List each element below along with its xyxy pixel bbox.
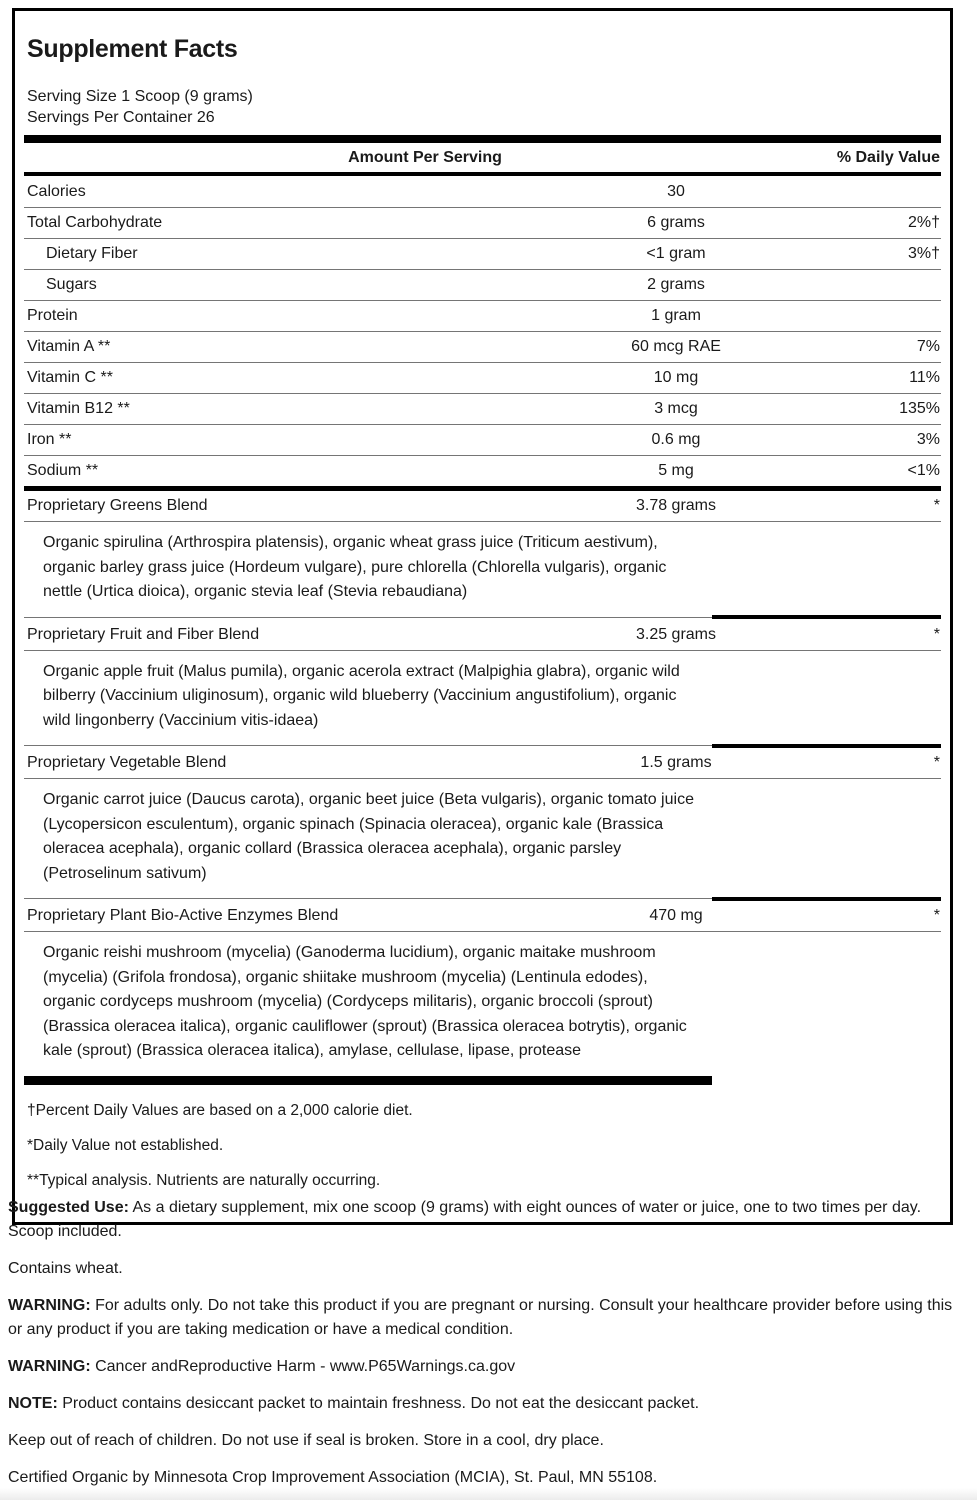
- blend-name: Proprietary Vegetable Blend: [27, 754, 227, 771]
- paragraph-lead: NOTE:: [8, 1395, 58, 1412]
- nutrient-name: Vitamin A **: [27, 338, 111, 355]
- blend-amount: 3.78 grams: [635, 497, 717, 514]
- nutrient-daily-value: 7%: [916, 338, 940, 355]
- nutrient-daily-value: <1%: [907, 462, 940, 479]
- nutrient-name: Iron **: [27, 431, 72, 448]
- blend-ingredients: Organic reishi mushroom (mycelia) (Ganoderma lucidium), organic maitake mushroom (mycelia) (Grifola frondosa), organic shiitake mushroom (mycelia) (Lentinula edodes), organic cordyceps mushroom (mycelia) (Cordyceps militaris), organic broccoli (sprout) (Brassica oleracea italica), organic cauliflower (sprout) (Brassica oleracea botrytis), organic kale (sprout) (Brassica oleracea italica), amylase, cellulase, lipase, protease: [43, 944, 687, 1059]
- divider-thick-segment: [712, 744, 941, 748]
- nutrient-row: [24, 331, 941, 362]
- blend-amount: 1.5 grams: [640, 754, 712, 771]
- nutrient-amount: 60 mcg RAE: [631, 338, 721, 355]
- nutrient-daily-value: 135%: [899, 400, 940, 417]
- divider-thick-segment: [712, 897, 941, 901]
- nutrient-name: Sodium **: [27, 462, 99, 479]
- paragraph-lead: Suggested Use:: [8, 1199, 129, 1216]
- nutrient-name: Dietary Fiber: [46, 245, 138, 262]
- nutrient-amount: 5 mg: [658, 462, 694, 479]
- blend-daily-value: *: [933, 907, 940, 924]
- nutrient-daily-value: 11%: [909, 369, 940, 386]
- nutrient-row: [24, 455, 941, 486]
- blend-row: [24, 901, 941, 932]
- supplement-facts-panel: [12, 8, 953, 1225]
- nutrient-daily-value: 3%: [916, 431, 940, 448]
- paragraph-text: Product contains desiccant packet to maintain freshness. Do not eat the desiccant packet.: [57, 1395, 700, 1412]
- bottom-paragraph: [8, 1257, 956, 1281]
- blend-ingredients: Organic apple fruit (Malus pumila), organic acerola extract (Malpighia glabra), organic wild bilberry (Vaccinium uliginosum), organic wild blueberry (Vaccinium angustifolium), organic wild lingonberry (Vaccinium vitis-idaea): [43, 662, 680, 729]
- paragraph-text: Certified Organic by Minnesota Crop Improvement Association (MCIA), St. Paul, MN 55108.: [8, 1469, 658, 1486]
- footnote: *Daily Value not established.: [27, 1136, 224, 1154]
- blend-daily-value: *: [933, 754, 940, 771]
- nutrient-row: [24, 424, 941, 455]
- servings-per-container: Servings Per Container 26: [27, 109, 215, 126]
- nutrient-name: Protein: [27, 307, 78, 324]
- divider-thin-segment: [24, 898, 712, 899]
- blend-section: [24, 491, 941, 615]
- nutrient-name: Calories: [27, 182, 86, 200]
- blend-name: Proprietary Plant Bio-Active Enzymes Blend: [27, 907, 339, 924]
- blend-section: [24, 743, 941, 896]
- separator-bar-thick: [24, 135, 941, 143]
- footnotes: [24, 1085, 941, 1212]
- blend-section: [24, 615, 941, 744]
- blend-row: [24, 748, 941, 779]
- blend-row: [24, 491, 941, 522]
- nutrient-amount: 6 grams: [647, 214, 705, 231]
- nutrient-row: [24, 393, 941, 424]
- blend-row: [24, 620, 941, 651]
- paragraph-text: As a dietary supplement, mix one scoop (9 grams) with eight ounces of water or juice, one to two times per day. Scoop included.: [8, 1199, 922, 1240]
- blend-name: Proprietary Fruit and Fiber Blend: [27, 625, 260, 643]
- paragraph-text: Contains wheat.: [8, 1260, 123, 1277]
- nutrient-amount: <1 gram: [646, 245, 706, 262]
- blend-amount: 3.25 grams: [635, 625, 717, 643]
- nutrient-amount: 0.6 mg: [651, 431, 701, 448]
- column-header-amount: Amount Per Serving: [348, 148, 502, 166]
- nutrient-row: [24, 300, 941, 331]
- nutrient-name: Sugars: [46, 276, 97, 293]
- column-header-daily-value: % Daily Value: [836, 148, 940, 166]
- nutrient-amount: 2 grams: [647, 276, 705, 293]
- nutrient-row: [24, 238, 941, 269]
- nutrient-row: [24, 207, 941, 238]
- nutrient-name: Total Carbohydrate: [27, 214, 163, 231]
- nutrient-name: Vitamin B12 **: [27, 400, 130, 417]
- nutrient-daily-value: 3%†: [907, 245, 940, 262]
- divider-thin-segment: [24, 617, 712, 618]
- nutrient-name: Vitamin C **: [27, 369, 113, 386]
- table-header-row: [24, 143, 941, 172]
- blend-ingredients: Organic spirulina (Arthrospira platensis), organic wheat grass juice (Triticum aestivum), organic barley grass juice (Hordeum vulgare), pure chlorella (Chlorella vulgaris), organic nettle (Urtica dioica), organic stevia leaf (Stevia rebaudiana): [43, 534, 667, 600]
- blend-amount: 470 mg: [649, 907, 703, 924]
- divider-thick-segment: [712, 615, 941, 619]
- divider-thin-segment: [24, 745, 712, 746]
- paragraph-text: Cancer andReproductive Harm - www.P65Warnings.ca.gov: [90, 1358, 516, 1375]
- blend-daily-value: *: [933, 497, 940, 514]
- bottom-paragraph: [8, 1294, 956, 1342]
- blend-name: Proprietary Greens Blend: [27, 497, 208, 514]
- paragraph-text: Keep out of reach of children. Do not use if seal is broken. Store in a cool, dry place.: [8, 1432, 604, 1449]
- footnote: †Percent Daily Values are based on a 2,000 calorie diet.: [27, 1101, 413, 1119]
- bottom-paragraph: [8, 1355, 956, 1379]
- nutrient-amount: 10 mg: [653, 369, 699, 386]
- nutrient-row: [24, 269, 941, 300]
- footnote: **Typical analysis. Nutrients are naturally occurring.: [27, 1171, 381, 1189]
- usage-and-warnings: [8, 1196, 956, 1500]
- nutrient-row: [24, 362, 941, 393]
- bottom-paragraph: [8, 1466, 956, 1490]
- nutrient-amount: 3 mcg: [654, 400, 698, 417]
- paragraph-lead: WARNING:: [8, 1297, 91, 1314]
- blend-section: [24, 896, 941, 1074]
- serving-size: Serving Size 1 Scoop (9 grams): [27, 88, 253, 105]
- paragraph-text: For adults only. Do not take this product if you are pregnant or nursing. Consult your healthcare provider before using this or any product if you are taking medication or have a medical condition.: [8, 1297, 953, 1338]
- blend-ingredients: Organic carrot juice (Daucus carota), organic beet juice (Beta vulgaris), organic tomato juice (Lycopersicon esculentum), organic spinach (Spinacia oleracea), organic kale (Brassica oleracea acephala), organic collard (Brassica oleracea acephala), organic parsley (Petroselinum sativum): [43, 791, 694, 882]
- nutrient-amount: 30: [667, 182, 685, 200]
- paragraph-lead: WARNING:: [8, 1358, 91, 1375]
- separator-bar-partial: [24, 1076, 712, 1085]
- nutrient-amount: 1 gram: [651, 307, 701, 324]
- blend-daily-value: *: [933, 625, 940, 643]
- panel-title: Supplement Facts: [27, 35, 238, 63]
- bottom-paragraph: [8, 1196, 956, 1244]
- bottom-paragraph: [8, 1429, 956, 1453]
- bottom-paragraph: [8, 1392, 956, 1416]
- nutrient-row: [24, 176, 941, 207]
- nutrient-daily-value: 2%†: [907, 214, 940, 231]
